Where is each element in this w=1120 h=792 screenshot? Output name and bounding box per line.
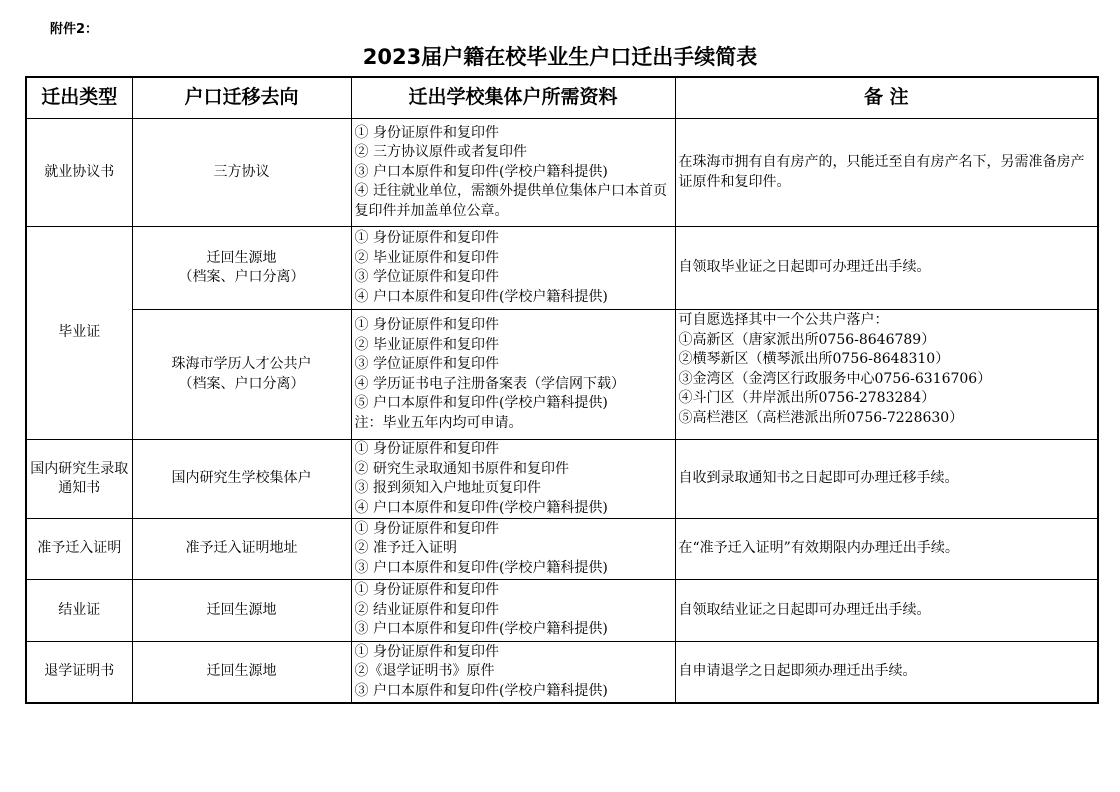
material-item: ② 毕业证原件和复印件 [354, 336, 499, 353]
cell-destination [132, 227, 351, 310]
material-item: ③ 户口本原件和复印件(学校户籍科提供) [354, 682, 608, 699]
note-item: ⑤高栏港区（高栏港派出所0756-7228630） [678, 409, 964, 426]
cell-materials [351, 310, 675, 440]
material-item: ③ 户口本原件和复印件(学校户籍科提供) [354, 163, 608, 180]
table-row [26, 519, 1098, 580]
cell-destination [132, 310, 351, 440]
cell-destination: 三方协议 [132, 119, 351, 227]
header-type: 迁出类型 [26, 77, 132, 119]
cell-materials [351, 580, 675, 642]
table-row [26, 227, 1098, 310]
cell-notes [675, 580, 1098, 642]
cell-type: 毕业证 [26, 227, 132, 440]
cell-type: 就业协议书 [26, 119, 132, 227]
material-item: ① 身份证原件和复印件 [354, 643, 499, 660]
table-row [26, 440, 1098, 519]
note-item: 在珠海市拥有自有房产的，只能迁至自有房产名下，另需准备房产证原件和复印件。 [678, 154, 1085, 190]
note-item: 可自愿选择其中一个公共户落户： [678, 312, 889, 328]
cell-materials [351, 119, 675, 227]
cell-type: 退学证明书 [26, 642, 132, 703]
material-item: ③ 户口本原件和复印件(学校户籍科提供) [354, 559, 608, 576]
cell-type: 国内研究生录取通知书 [26, 440, 132, 519]
header-materials: 迁出学校集体户所需资料 [351, 77, 675, 119]
table-row [26, 310, 1098, 440]
material-item: ④ 学历证书电子注册备案表（学信网下载） [354, 375, 625, 392]
cell-destination: 国内研究生学校集体户 [132, 440, 351, 519]
cell-notes [675, 227, 1098, 310]
material-item: ⑤ 户口本原件和复印件(学校户籍科提供) [354, 395, 608, 411]
cell-materials [351, 642, 675, 703]
destination-line: 珠海市学历人才公共户 [171, 356, 312, 372]
material-item: ② 结业证原件和复印件 [354, 601, 499, 618]
header-notes: 备 注 [675, 77, 1098, 119]
material-item: ② 准予迁入证明 [354, 540, 457, 557]
material-item: ① 身份证原件和复印件 [354, 520, 499, 537]
material-item: ④ 户口本原件和复印件(学校户籍科提供) [354, 499, 608, 516]
destination-line: 迁回生源地 [206, 249, 277, 266]
cell-type: 准予迁入证明 [26, 519, 132, 580]
note-item: 在“准予迁入证明”有效期限内办理迁出手续。 [678, 540, 959, 557]
table-row [26, 642, 1098, 703]
material-item: ① 身份证原件和复印件 [354, 124, 499, 141]
cell-destination: 迁回生源地 [132, 580, 351, 642]
procedure-table [25, 76, 1099, 704]
note-item: ④斗门区（井岸派出所0756-2783284） [678, 390, 936, 406]
document-title: 2023届户籍在校毕业生户口迁出手续简表 [362, 45, 758, 69]
note-item: 自收到录取通知书之日起即可办理迁移手续。 [678, 470, 959, 487]
material-item: ② 毕业证原件和复印件 [354, 249, 499, 266]
material-item: ② 三方协议原件或者复印件 [354, 144, 527, 161]
cell-materials [351, 519, 675, 580]
material-item: ④ 户口本原件和复印件(学校户籍科提供) [354, 288, 608, 305]
attachment-label: 附件2： [50, 22, 99, 37]
cell-destination: 迁回生源地 [132, 642, 351, 703]
note-item: 自领取结业证之日起即可办理迁出手续。 [678, 601, 931, 618]
note-item: ③金湾区（金湾区行政服务中心0756-6316706） [678, 370, 992, 387]
material-item: ② 研究生录取通知书原件和复印件 [354, 460, 569, 477]
cell-materials [351, 227, 675, 310]
cell-notes [675, 519, 1098, 580]
material-item: ③ 报到须知入户地址页复印件 [354, 480, 541, 496]
cell-notes [675, 642, 1098, 703]
table-row [26, 119, 1098, 227]
note-item: 自领取毕业证之日起即可办理迁出手续。 [678, 259, 931, 276]
material-item: ① 身份证原件和复印件 [354, 582, 499, 599]
cell-notes [675, 119, 1098, 227]
material-item: ②《退学证明书》原件 [354, 663, 495, 679]
material-item: ③ 户口本原件和复印件(学校户籍科提供) [354, 621, 608, 638]
material-item: ① 身份证原件和复印件 [354, 441, 499, 457]
material-item: ④ 迁往就业单位，需额外提供单位集体户口本首页复印件并加盖单位公章。 [354, 183, 667, 219]
table-row [26, 580, 1098, 642]
material-item: ① 身份证原件和复印件 [354, 230, 499, 246]
destination-line: （档案、户口分离） [178, 269, 305, 285]
cell-notes [675, 440, 1098, 519]
note-item: 自申请退学之日起即须办理迁出手续。 [678, 663, 917, 679]
material-note: 注：毕业五年内均可申请。 [354, 414, 523, 431]
material-item: ① 身份证原件和复印件 [354, 317, 499, 333]
cell-notes [675, 310, 1098, 440]
cell-type: 结业证 [26, 580, 132, 642]
header-destination: 户口迁移去向 [132, 77, 351, 119]
note-item: ①高新区（唐家派出所0756-8646789） [678, 331, 936, 348]
material-item: ③ 学位证原件和复印件 [354, 356, 499, 372]
material-item: ③ 学位证原件和复印件 [354, 269, 499, 285]
destination-line: （档案、户口分离） [178, 375, 305, 392]
table-header-row [26, 77, 1098, 119]
note-item: ②横琴新区（横琴派出所0756-8648310） [678, 351, 950, 367]
cell-destination: 准予迁入证明地址 [132, 519, 351, 580]
cell-materials [351, 440, 675, 519]
